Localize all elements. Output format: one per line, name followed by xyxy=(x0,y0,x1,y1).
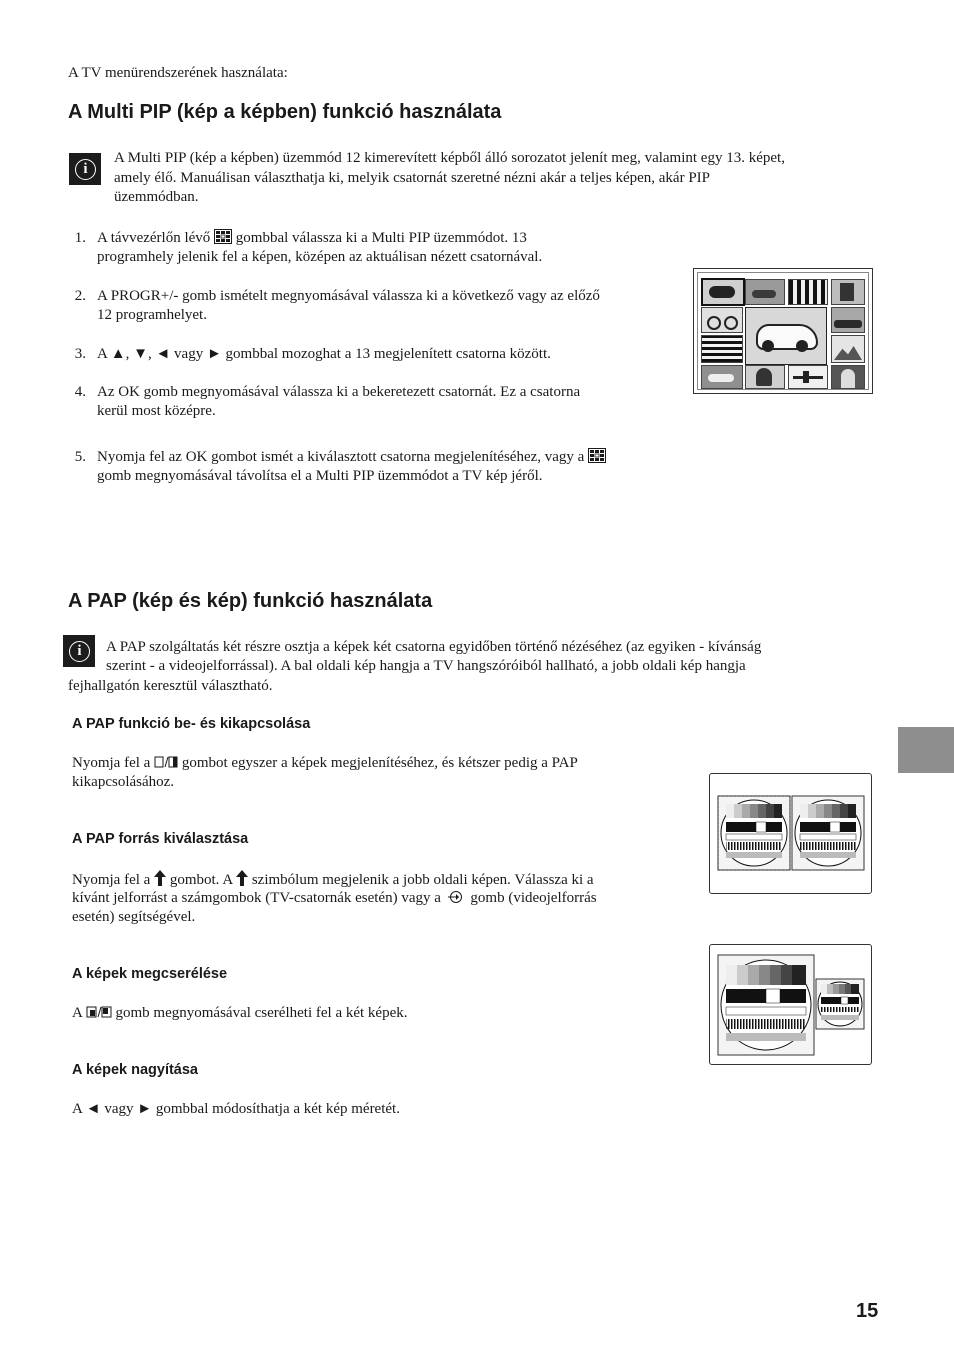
channel-thumbnail xyxy=(831,279,865,305)
step-2-line-1: A PROGR+/- gomb ismételt megnyomásával válassza ki a következő vagy az előző xyxy=(97,288,600,304)
step-1-text-a: A távvezérlőn lévő xyxy=(97,230,211,246)
step-4-line-1: Az OK gomb megnyomásával válassza ki a bekeretezett csatornát. Ez a csatorna xyxy=(97,384,581,400)
step-number: 1. xyxy=(74,230,86,246)
info-icon xyxy=(63,635,95,667)
input-source-icon xyxy=(445,890,467,904)
channel-thumbnail xyxy=(788,365,828,389)
step-3-line-1: A ▲, ▼, ◄ vagy ► gombbal mozoghat a 13 megjelenített csatorna között. xyxy=(97,346,551,362)
chapter-tab xyxy=(898,727,954,773)
channel-thumbnail xyxy=(831,335,865,363)
pap-zoom-screen xyxy=(710,945,871,1064)
channel-thumbnail xyxy=(831,365,865,389)
pap-source-text-c: szimbólum megjelenik a jobb oldali képen. Válassza ki a xyxy=(251,872,594,888)
step-1-line-1 xyxy=(97,229,527,249)
step-1-text-b: gombbal válassza ki a Multi PIP üzemmódot. 13 xyxy=(235,230,527,246)
running-title: A TV menürendszerének használata: xyxy=(68,65,288,81)
section-heading-multipip: A Multi PIP (kép a képben) funkció használata xyxy=(68,101,502,123)
pap-button-icon xyxy=(154,755,178,769)
channel-thumbnail xyxy=(745,279,785,305)
multipip-info-line-1: A Multi PIP (kép a képben) üzemmód 12 kimerevített képből álló sorozatot jelenít meg, valamint egy 13. képet, xyxy=(114,150,785,166)
channel-thumbnail xyxy=(788,279,828,305)
subheading-pap-source: A PAP forrás kiválasztása xyxy=(72,831,249,847)
multipip-info-line-2: amely élő. Manuálisan választhatja ki, melyik csatornát szeretné nézni akár a teljes képen, akár PIP xyxy=(114,170,711,186)
pap-split-screen xyxy=(710,774,871,893)
pap-info-line-1: A PAP szolgáltatás két részre osztja a képek két csatorna egyidőben történő nézéséhez (az egyiken - kívánság xyxy=(106,639,762,655)
tv-screen xyxy=(697,272,869,390)
multi-pip-illustration xyxy=(693,268,873,394)
section-heading-pap: A PAP (kép és kép) funkció használata xyxy=(68,590,433,612)
pap-source-text-d: kívánt jelforrást a számgombok (TV-csatornák esetén) vagy a xyxy=(72,890,441,906)
zoom-text-b: ◄ vagy ► gombbal módosíthatja a két kép méretét. xyxy=(85,1101,400,1117)
swap-line-1 xyxy=(72,1004,408,1024)
subheading-pap-toggle: A PAP funkció be- és kikapcsolása xyxy=(72,716,311,732)
step-number: 2. xyxy=(74,288,86,304)
swap-text-b: gomb megnyomásával cserélheti fel a két képek. xyxy=(115,1005,408,1021)
page-number: 15 xyxy=(856,1300,879,1322)
channel-thumbnail-selected xyxy=(701,278,745,306)
step-5-line-1 xyxy=(97,448,606,468)
channel-thumbnail xyxy=(831,307,865,333)
test-pattern-left xyxy=(718,796,790,870)
up-arrow-icon xyxy=(236,870,248,886)
pap-info-line-2: szerint - a videojelforrással). A bal oldali kép hangja a TV hangszóróiból hallható, a jobb oldali kép hangja xyxy=(106,658,746,674)
pap-source-line-3: esetén) segítségével. xyxy=(72,909,196,925)
pap-toggle-text-b: gombot egyszer a képek megjelenítéséhez, és kétszer pedig a PAP xyxy=(181,755,578,771)
step-5-line-2: gomb megnyomásával távolítsa el a Multi PIP üzemmódot a TV kép jéről. xyxy=(97,468,543,484)
pap-zoom-illustration xyxy=(709,944,872,1065)
multipip-info-line-3: üzemmódban. xyxy=(114,189,199,205)
up-arrow-icon xyxy=(154,870,166,886)
multi-pip-button-icon xyxy=(588,448,606,463)
channel-thumbnail xyxy=(745,365,785,389)
test-pattern-large xyxy=(718,955,814,1055)
swap-button-icon xyxy=(86,1005,112,1019)
test-pattern-small xyxy=(816,979,864,1029)
info-glyph: i xyxy=(75,159,96,180)
pap-source-text-e: gomb (videojelforrás xyxy=(470,890,597,906)
pap-toggle-line-1 xyxy=(72,754,578,774)
zoom-line-1 xyxy=(72,1100,400,1120)
step-number: 3. xyxy=(74,346,86,362)
step-2-line-2: 12 programhelyet. xyxy=(97,307,207,323)
pap-source-text-a: Nyomja fel a xyxy=(72,872,151,888)
pap-toggle-text-a: Nyomja fel a xyxy=(72,755,151,771)
multi-pip-button-icon xyxy=(214,229,232,244)
channel-thumbnail xyxy=(701,307,743,333)
channel-thumbnail xyxy=(701,365,743,389)
zoom-text-a: A xyxy=(72,1101,83,1117)
swap-text-a: A xyxy=(72,1005,83,1021)
pap-source-line-2 xyxy=(72,889,597,909)
step-5-text-a: Nyomja fel az OK gombot ismét a kiválasztott csatorna megjelenítéséhez, vagy a xyxy=(97,449,585,465)
subheading-zoom: A képek nagyítása xyxy=(72,1062,198,1078)
pap-source-text-b: gombot. A xyxy=(169,872,233,888)
pap-toggle-line-2: kikapcsolásához. xyxy=(72,774,175,790)
pap-split-illustration xyxy=(709,773,872,894)
step-4-line-2: kerül most középre. xyxy=(97,403,216,419)
info-icon xyxy=(69,153,101,185)
step-number: 5. xyxy=(74,449,86,465)
channel-thumbnail xyxy=(701,335,743,363)
pap-source-line-1 xyxy=(72,870,594,891)
subheading-swap: A képek megcserélése xyxy=(72,966,228,982)
step-1-line-2: programhely jelenik fel a képen, középen az aktuálisan nézett csatornával. xyxy=(97,249,543,265)
channel-thumbnail-live xyxy=(745,307,827,365)
info-glyph: i xyxy=(69,641,90,662)
step-number: 4. xyxy=(74,384,86,400)
pap-info-line-3: fejhallgatón keresztül választható. xyxy=(68,678,273,694)
test-pattern-right xyxy=(792,796,864,870)
